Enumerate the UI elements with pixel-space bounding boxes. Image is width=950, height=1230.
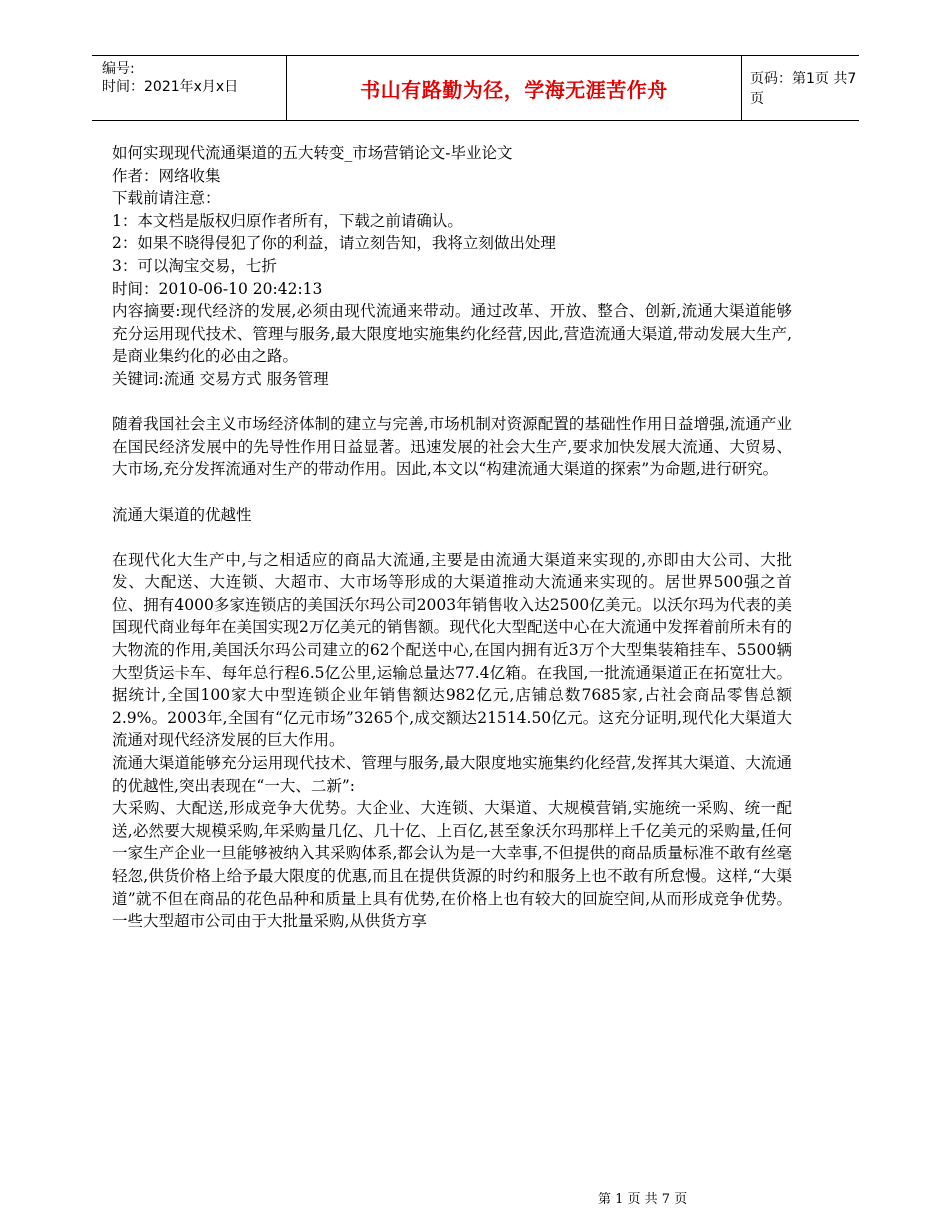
header-page-info bbox=[750, 56, 859, 120]
motto-text: 书山有路勤为径，学海无涯苦作舟 bbox=[360, 77, 668, 102]
body-paragraph: 大采购、大配送,形成竞争大优势。大企业、大连锁、大渠道、大规模营销,实施统一采购、统一配送,必然要大规模采购,年采购量几亿、几十亿、上百亿,甚至象沃尔玛那样上千亿美元的采购量,任何一家生产企业一旦能够被纳入其采购体系,都会认为是一大幸事,不但提供的商品质量标准不敢有丝毫轻忽,供货价格上给予最大限度的优惠,而且在提供货源的时约和服务上也不敢有所怠慢。这样,“大渠道”就不但在商品的花色品种和质量上具有优势,在价格上也有较大的回旋空间,从而形成竞争优势。一些大型超市公司由于大批量采购,从供货方享 bbox=[112, 799, 792, 931]
notice-item: 2：如果不晓得侵犯了你的利益，请立刻告知，我将立刻做出处理 bbox=[112, 234, 556, 253]
header-meta bbox=[102, 60, 282, 96]
notice-heading: 下载前请注意： bbox=[112, 189, 221, 208]
page-info-text: 页码：第1页 共7页 bbox=[750, 71, 857, 107]
page-footer bbox=[598, 1188, 687, 1207]
spacer bbox=[112, 391, 792, 414]
intro-paragraph: 随着我国社会主义市场经济体制的建立与完善,市场机制对资源配置的基础性作用日益增强,流通产业在国民经济发展中的先导性作用日益显著。迅速发展的社会大生产,要求加快发展大流通、大贸易、大市场,充分发挥流通对生产的带动作用。因此,本文以“构建流通大渠道的探索”为命题,进行研究。 bbox=[112, 415, 792, 479]
document-header bbox=[92, 55, 859, 121]
notice-item: 3：可以淘宝交易，七折 bbox=[112, 256, 277, 275]
article-time: 时间：2010-06-10 20:42:13 bbox=[112, 279, 323, 298]
spacer bbox=[112, 526, 792, 549]
abstract-paragraph: 内容摘要:现代经济的发展,必须由现代流通来带动。通过改革、开放、整合、创新,流通大渠道能够充分运用现代技术、管理与服务,最大限度地实施集约化经营,因此,营造流通大渠道,带动发展大生产,是商业集约化的必由之路。 bbox=[112, 302, 792, 366]
article-title: 如何实现现代流通渠道的五大转变_市场营销论文-毕业论文 bbox=[112, 144, 513, 162]
notice-item: 1：本文档是版权归原作者所有，下载之前请确认。 bbox=[112, 211, 463, 230]
body-paragraph: 在现代化大生产中,与之相适应的商品大流通,主要是由流通大渠道来实现的,亦即由大公司、大批发、大配送、大连锁、大超市、大市场等形成的大渠道推动大流通来实现的。居世界500强之首位、拥有4000多家连锁店的美国沃尔玛公司2003年销售收入达2500亿美元。以沃尔玛为代表的美国现代商业每年在美国实现2万亿美元的销售额。现代化大型配送中心在大流通中发挥着前所未有的大物流的作用,美国沃尔玛公司建立的62个配送中心,在国内拥有近3万个大型集装箱挂车、5500辆大型货运卡车、每年总行程6.5亿公里,运输总量达77.4亿箱。在我国,一批流通渠道正在拓宽壮大。据统计,全国100家大中型连锁企业年销售额达982亿元,店铺总数7685家,占社会商品零售总额2.9%。2003年,全国有“亿元市场”3265个,成交额达21514.50亿元。这充分证明,现代化大渠道大流通对现代经济发展的巨大作用。 bbox=[112, 550, 792, 750]
article-author: 作者：网络收集 bbox=[112, 166, 221, 185]
spacer bbox=[112, 481, 792, 504]
header-motto-cell bbox=[286, 56, 742, 120]
section-title: 流通大渠道的优越性 bbox=[112, 505, 252, 524]
body-paragraph: 流通大渠道能够充分运用现代技术、管理与服务,最大限度地实施集约化经营,发挥其大渠道、大流通的优越性,突出表现在“一大、二新”: bbox=[112, 754, 792, 795]
serial-label: 编号: bbox=[102, 61, 135, 77]
time-label: 时间：2021年x月x日 bbox=[102, 79, 239, 95]
keywords-line: 关键词:流通 交易方式 服务管理 bbox=[112, 369, 329, 388]
document-body bbox=[112, 142, 792, 933]
footer-page-number: 第 1 页 共 7 页 bbox=[598, 1192, 688, 1207]
